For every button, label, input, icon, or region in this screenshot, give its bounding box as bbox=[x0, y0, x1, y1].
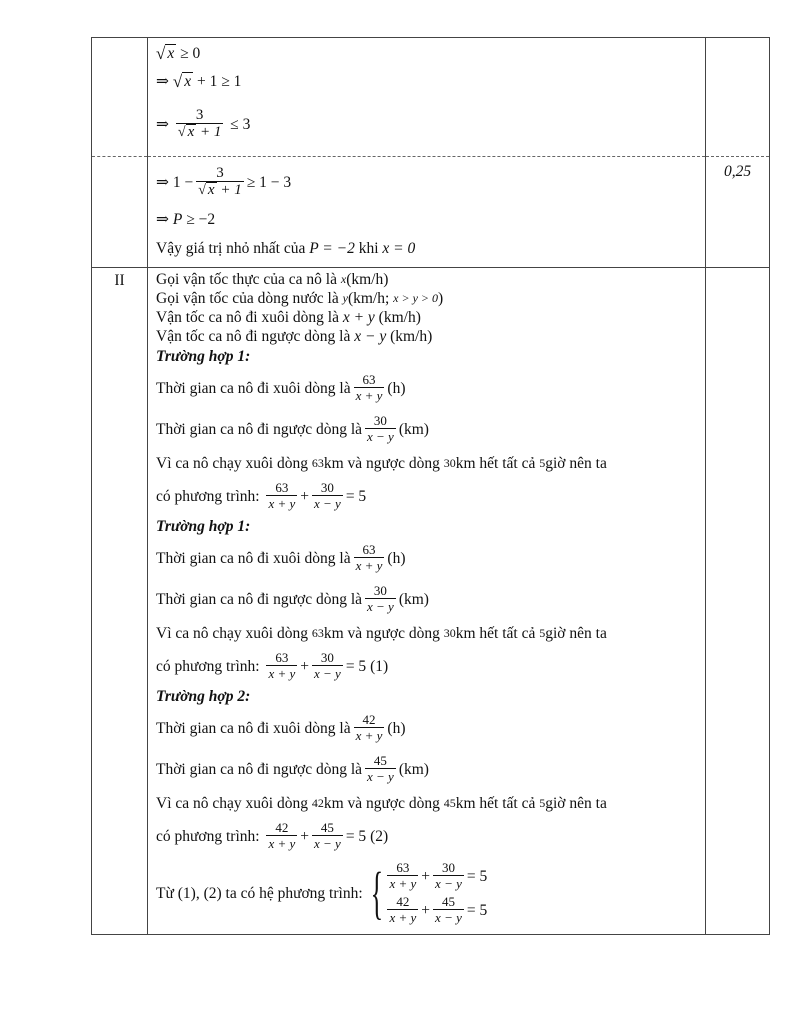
math-steps bbox=[148, 157, 706, 268]
step-sqrt-plus-one: ⇒ √ x + 1 ≥ 1 bbox=[156, 72, 242, 91]
intro-line: Vận tốc ca nô đi ngược dòng là x − y (km/h) bbox=[156, 328, 433, 345]
step-one-minus: ⇒ 1 − 3 √ x + 1 ≥ 1 − 3 bbox=[156, 165, 292, 198]
downstream-time: Thời gian ca nô đi xuôi dòng là $\frac{63}{x + y}$ (h) bbox=[156, 372, 406, 403]
score-cell bbox=[706, 268, 770, 935]
intro-line: Gọi vận tốc thực của ca nô là x (km/h) bbox=[156, 271, 389, 288]
table-row bbox=[92, 268, 770, 935]
intro-line: Gọi vận tốc của dòng nước là y (km/h; x > y > 0 ) bbox=[156, 290, 444, 307]
case-title: Trường hợp 1: bbox=[156, 518, 251, 535]
statement-line: Vì ca nô chạy xuôi dòng 63 km và ngược dòng 30 km hết tất cả 5 giờ nên ta bbox=[156, 624, 607, 642]
score-cell: 0,25 bbox=[706, 157, 770, 268]
step-p-bound: ⇒ P ≥ −2 bbox=[156, 210, 216, 228]
upstream-time: Thời gian ca nô đi ngược dòng là $\frac{30}{x - y}$ (km) bbox=[156, 583, 429, 614]
question-label: II bbox=[92, 268, 148, 935]
equation-line: có phương trình: $\frac{63}{x + y}$ + $\frac{30}{x - y}$ = 5 (1) bbox=[156, 650, 389, 681]
case-title: Trường hợp 1: bbox=[156, 348, 251, 365]
step-sqrt-nonneg: √ x ≥ 0 bbox=[156, 44, 201, 63]
case-block bbox=[156, 516, 705, 686]
upstream-time: Thời gian ca nô đi ngược dòng là $\frac{45}{x - y}$ (km) bbox=[156, 753, 429, 784]
conclusion-line: Vậy giá trị nhỏ nhất của P = −2 khi x = 0 bbox=[156, 239, 416, 257]
step-fraction-bound: ⇒ 3 √ x + 1 ≤ 3 bbox=[156, 107, 251, 140]
downstream-time: Thời gian ca nô đi xuôi dòng là $\frac{63}{x + y}$ (h) bbox=[156, 542, 406, 573]
answer-table bbox=[91, 37, 770, 935]
score-cell bbox=[706, 38, 770, 157]
table-row bbox=[92, 38, 770, 157]
brace-icon: { bbox=[370, 860, 383, 925]
case-block bbox=[156, 686, 705, 856]
intro-line: Vận tốc ca nô đi xuôi dòng là x + y (km/h) bbox=[156, 309, 421, 326]
equation-line: có phương trình: $\frac{42}{x + y}$ + $\frac{45}{x - y}$ = 5 (2) bbox=[156, 820, 389, 851]
upstream-time: Thời gian ca nô đi ngược dòng là $\frac{30}{x - y}$ (km) bbox=[156, 413, 429, 444]
math-steps bbox=[148, 38, 706, 157]
table-row bbox=[92, 157, 770, 268]
solution-page bbox=[91, 37, 770, 935]
downstream-time: Thời gian ca nô đi xuôi dòng là $\frac{42}{x + y}$ (h) bbox=[156, 712, 406, 743]
statement-line: Vì ca nô chạy xuôi dòng 63 km và ngược dòng 30 km hết tất cả 5 giờ nên ta bbox=[156, 454, 607, 472]
equation-line: có phương trình: $\frac{63}{x + y}$ + $\frac{30}{x - y}$ = 5 bbox=[156, 480, 371, 511]
statement-line: Vì ca nô chạy xuôi dòng 42 km và ngược dòng 45 km hết tất cả 5 giờ nên ta bbox=[156, 794, 607, 812]
solution-body bbox=[148, 268, 706, 935]
system-line: Từ (1), (2) ta có hệ phương trình: { $\frac{63}{x + y}$ + $\frac{30}{x - y}$ = 5 $\frac{42}{x + y}$ + $\frac{45}{x - y}$ = 5 bbox=[156, 860, 488, 925]
case-block bbox=[156, 346, 705, 516]
equation-system: { $\frac{63}{x + y}$ + $\frac{30}{x - y}$ = 5 $\frac{42}{x + y}$ + $\frac{45}{x - y}$ = 5 bbox=[370, 860, 488, 925]
case-title: Trường hợp 2: bbox=[156, 688, 251, 705]
